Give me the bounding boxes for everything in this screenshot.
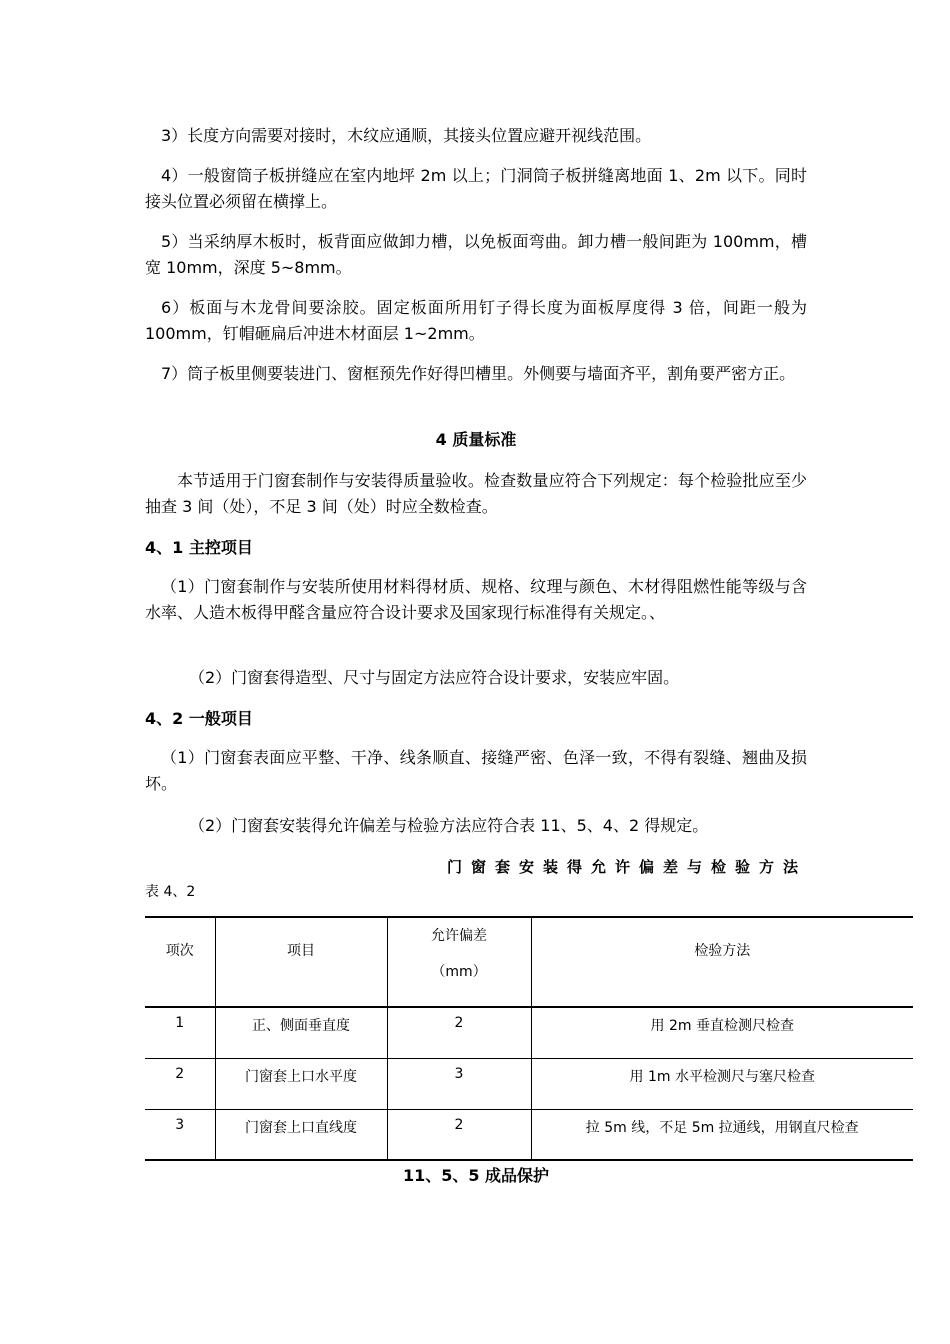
- cell-item: 门窗套上口直线度: [215, 1109, 387, 1160]
- table-title: 门窗套安装得允许偏差与检验方法: [446, 858, 807, 876]
- table-row: [145, 1007, 913, 1058]
- general-item-1: （1）门窗套表面应平整、干净、线条顺直、接缝严密、色泽一致，不得有裂缝、翘曲及损坏。: [145, 748, 807, 793]
- general-items-title: 4、2 一般项目: [145, 709, 253, 728]
- section-intro: 本节适用于门窗套制作与安装得质量验收。检查数量应符合下列规定：每个检验批应至少抽查 3 间（处），不足 3 间（处）时应全数检查。: [145, 471, 807, 516]
- paragraph-item-3: 3）长度方向需要对接时，木纹应通顺，其接头位置应避开视线范围。: [161, 126, 652, 145]
- header-method: 检验方法: [531, 917, 913, 1007]
- cell-method: 拉 5m 线，不足 5m 拉通线，用钢直尺检查: [531, 1109, 913, 1160]
- header-item: 项目: [215, 917, 387, 1007]
- cell-tolerance: 2: [387, 1109, 531, 1160]
- table-row: [145, 1058, 913, 1109]
- paragraph-item-7: 7）筒子板里侧要装进门、窗框预先作好得凹槽里。外侧要与墙面齐平，割角要严密方正。: [161, 364, 796, 383]
- cell-method: 用 1m 水平检测尺与塞尺检查: [531, 1058, 913, 1109]
- table-row: [145, 1109, 913, 1160]
- cell-tolerance: 3: [387, 1058, 531, 1109]
- header-no: 项次: [145, 917, 215, 1007]
- tolerance-table: [145, 916, 913, 1161]
- cell-item: 正、侧面垂直度: [215, 1007, 387, 1058]
- paragraph-item-6: 6）板面与木龙骨间要涂胶。固定板面所用钉子得长度为面板厚度得 3 倍，间距一般为 100mm，钉帽砸扁后冲进木材面层 1~2mm。: [145, 298, 807, 343]
- main-item-2: （2）门窗套得造型、尺寸与固定方法应符合设计要求，安装应牢固。: [189, 668, 680, 687]
- table-label: 表 4、2: [145, 884, 196, 900]
- cell-method: 用 2m 垂直检测尺检查: [531, 1007, 913, 1058]
- cell-no: 2: [145, 1058, 215, 1109]
- header-tolerance-line1: 允许偏差: [431, 928, 487, 944]
- main-item-1: （1）门窗套制作与安装所使用材料得材质、规格、纹理与颜色、木材得阻燃性能等级与含水率、人造木板得甲醛含量应符合设计要求及国家现行标准得有关规定。、: [145, 577, 807, 622]
- paragraph-item-5: 5）当采纳厚木板时，板背面应做卸力槽，以免板面弯曲。卸力槽一般间距为 100mm，槽宽 10mm，深度 5~8mm。: [145, 232, 807, 277]
- header-tolerance: [387, 917, 531, 1007]
- general-item-2: （2）门窗套安装得允许偏差与检验方法应符合表 11、5、4、2 得规定。: [189, 816, 709, 835]
- main-items-title: 4、1 主控项目: [145, 538, 253, 557]
- section-title: 4 质量标准: [435, 430, 517, 449]
- next-section-title: 11、5、5 成品保护: [402, 1166, 550, 1185]
- paragraph-item-4: 4）一般窗筒子板拼缝应在室内地坪 2m 以上；门洞筒子板拼缝离地面 1、2m 以下。同时接头位置必须留在横撑上。: [145, 166, 807, 211]
- cell-no: 3: [145, 1109, 215, 1160]
- cell-tolerance: 2: [387, 1007, 531, 1058]
- header-tolerance-line2: （mm）: [431, 964, 487, 980]
- cell-no: 1: [145, 1007, 215, 1058]
- table-header-row: [145, 917, 913, 1007]
- cell-item: 门窗套上口水平度: [215, 1058, 387, 1109]
